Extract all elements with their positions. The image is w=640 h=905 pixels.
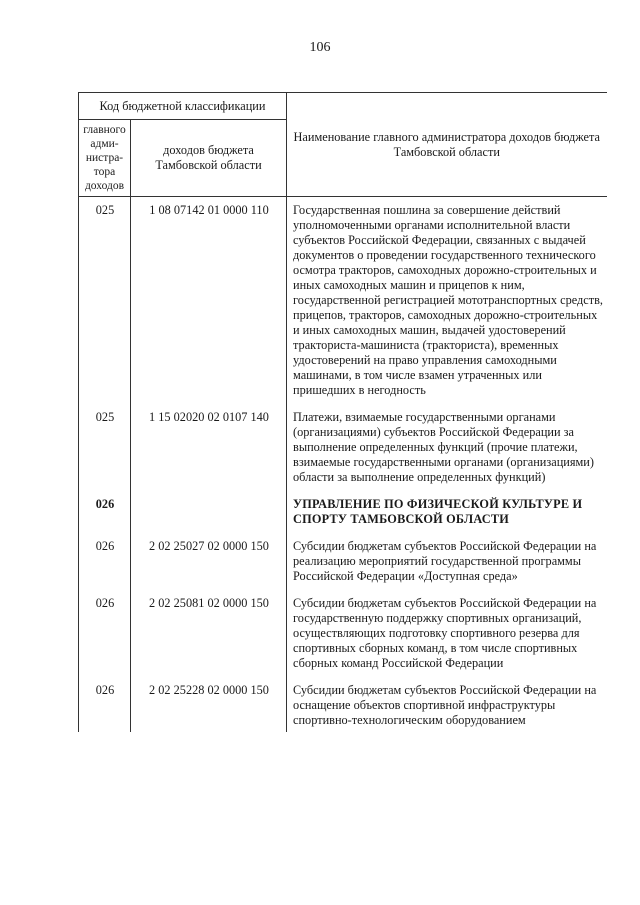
admin-code-cell: 026	[79, 533, 131, 590]
admin-code-cell: 026	[79, 491, 131, 533]
revenue-code-cell	[131, 491, 287, 533]
table-row	[79, 404, 607, 491]
revenue-code-cell: 2 02 25228 02 0000 150	[131, 677, 287, 732]
budget-classification-table	[78, 92, 607, 732]
table-row	[79, 197, 607, 405]
revenue-code-cell: 1 15 02020 02 0107 140	[131, 404, 287, 491]
header-classification-code: Код бюджетной классификации	[79, 93, 287, 120]
revenue-name-cell: Государственная пошлина за совершение действий уполномоченными органами исполнительной власти субъектов Российской Федерации, связанных с выдачей документов о проведении государственного технического осмотра тракторов, самоходных дорожно-строительных и иных самоходных машин и прицепов к ним, государственной регистрацией мототранспортных средств, прицепов, тракторов, самоходных дорожно-строительных и иных самоходных машин, выдачей удостоверений тракториста-машиниста (тракториста), временных удостоверений на право управления самоходными машинами, в том числе взамен утраченных или пришедших в негодность	[287, 197, 607, 405]
table-row	[79, 533, 607, 590]
header-main-administrator: главного адми-нистра-тора доходов	[79, 120, 131, 197]
section-title-cell: УПРАВЛЕНИЕ ПО ФИЗИЧЕСКОЙ КУЛЬТУРЕ И СПОРТУ ТАМБОВСКОЙ ОБЛАСТИ	[287, 491, 607, 533]
revenue-name-cell: Субсидии бюджетам субъектов Российской Федерации на оснащение объектов спортивной инфраструктуры спортивно-технологическим оборудованием	[287, 677, 607, 732]
table-row	[79, 677, 607, 732]
admin-code-cell: 025	[79, 197, 131, 405]
revenue-name-cell: Субсидии бюджетам субъектов Российской Федерации на реализацию мероприятий государственной программы Российской Федерации «Доступная среда»	[287, 533, 607, 590]
table-row	[79, 590, 607, 677]
revenue-name-cell: Платежи, взимаемые государственными органами (организациями) субъектов Российской Федерации за выполнение определенных функций (прочие платежи, взимаемые государственными органами (организациями) области за выполнение определенных функций)	[287, 404, 607, 491]
admin-code-cell: 025	[79, 404, 131, 491]
revenue-code-cell: 1 08 07142 01 0000 110	[131, 197, 287, 405]
revenue-code-cell: 2 02 25081 02 0000 150	[131, 590, 287, 677]
revenue-name-cell: Субсидии бюджетам субъектов Российской Федерации на государственную поддержку спортивных организаций, осуществляющих подготовку спортивного резерва для спортивных сборных команд, в том числе спортивных сборных команд Российской Федерации	[287, 590, 607, 677]
header-administrator-name: Наименование главного администратора доходов бюджета Тамбовской области	[287, 93, 607, 197]
page-number: 106	[309, 40, 331, 55]
header-budget-revenue: доходов бюджета Тамбовской области	[131, 120, 287, 197]
section-row	[79, 491, 607, 533]
admin-code-cell: 026	[79, 677, 131, 732]
admin-code-cell: 026	[79, 590, 131, 677]
revenue-code-cell: 2 02 25027 02 0000 150	[131, 533, 287, 590]
